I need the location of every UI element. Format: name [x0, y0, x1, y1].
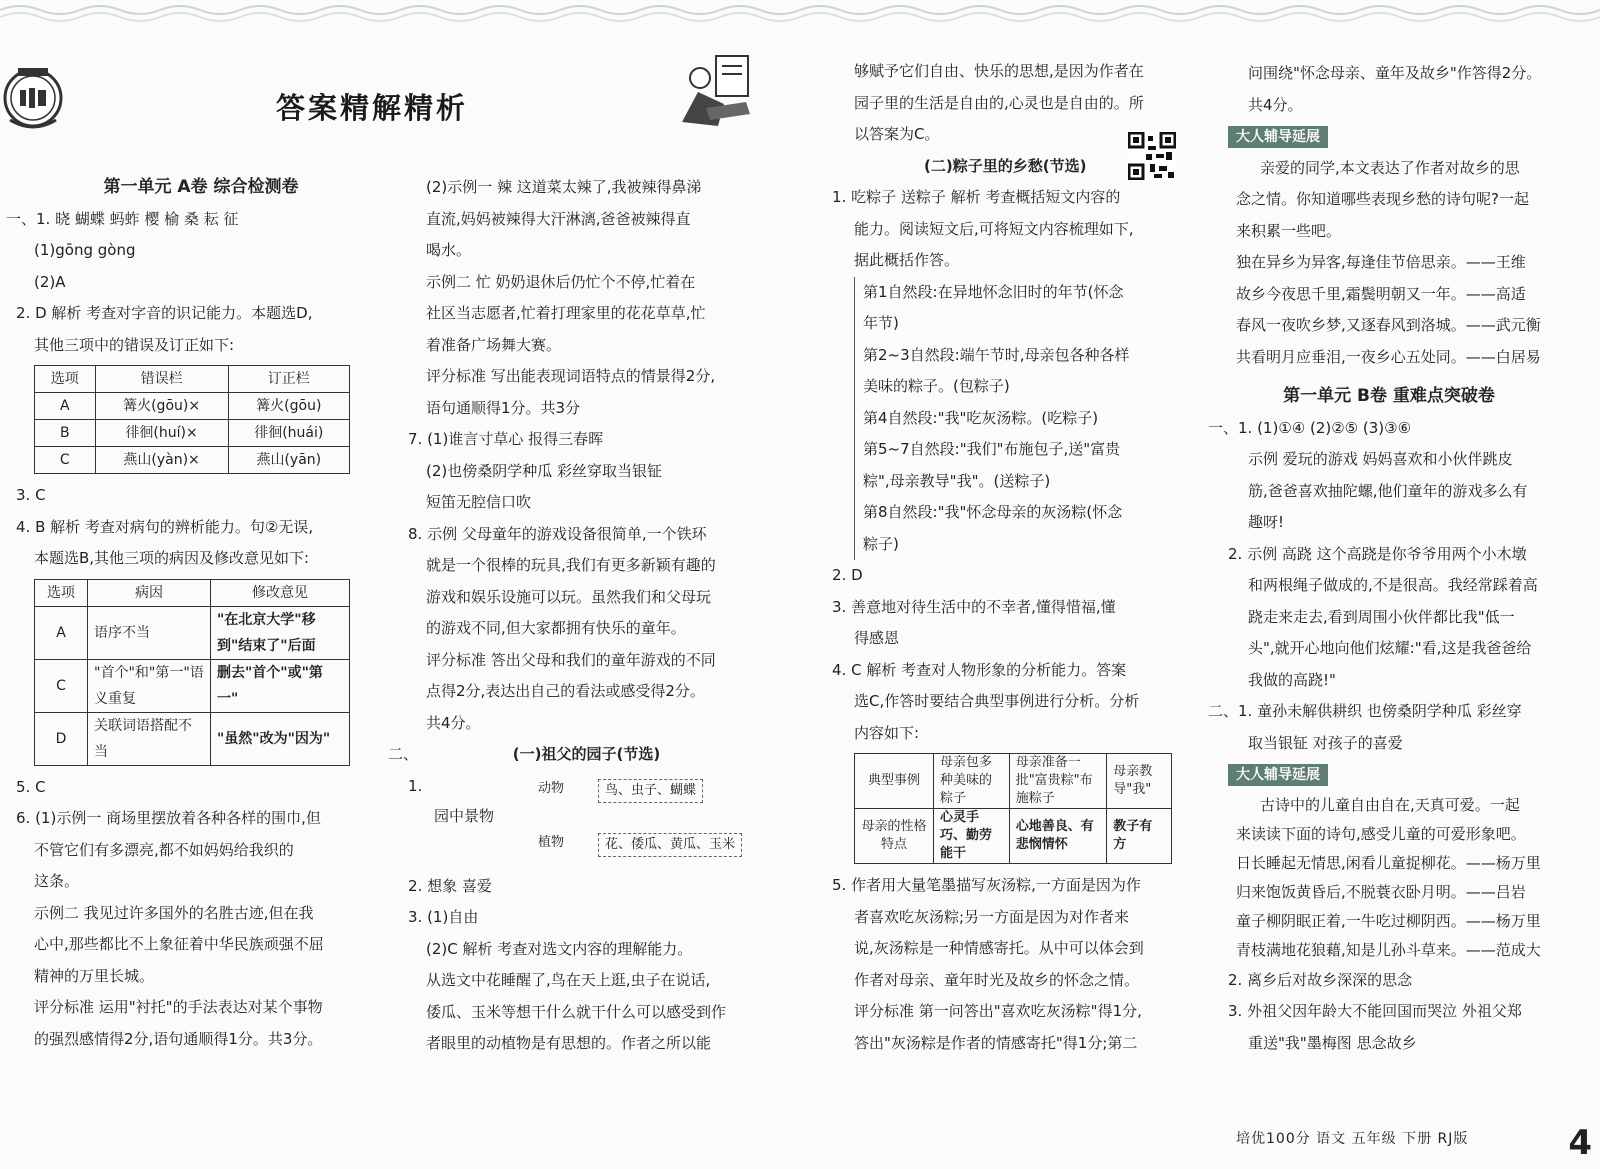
answer-line: 趣呀! — [1248, 513, 1285, 531]
table-header: 错误栏 — [95, 366, 228, 393]
answer-line: 3. 善意地对待生活中的不幸者,懂得惜福,懂 — [832, 597, 1116, 616]
answer-line: 6. (1)示例一 商场里摆放着各种各样的围巾,但 — [16, 809, 321, 827]
answer-line: 示例 爱玩的游戏 妈妈喜欢和小伙伴跳皮 — [1248, 450, 1513, 468]
garden-diagram — [388, 771, 760, 871]
answer-line: 2. 想象 喜爱 — [408, 876, 492, 895]
table-header: 母亲的性格特点 — [855, 809, 934, 864]
answer-line: (2)示例一 辣 这道菜太辣了,我被辣得鼻涕 — [426, 178, 702, 196]
answer-line: 一、1. (1)①④ (2)②⑤ (3)③⑥ — [1208, 418, 1412, 437]
answer-line: 7. (1)谁言寸草心 报得三春晖 — [408, 430, 604, 448]
answer-line: (2)也傍桑阴学种瓜 彩丝穿取当银钲 — [426, 461, 663, 480]
answer-line: 评分标准 第一问答出"喜欢吃灰汤粽"得1分, — [854, 1002, 1142, 1020]
answer-line: 社区当志愿者,忙着打理家里的花花草草,忙 — [426, 304, 706, 322]
answer-line: 点得2分,表达出自己的看法或感受得2分。 — [426, 682, 705, 700]
table-cell: 关联词语搭配不当 — [88, 712, 211, 765]
outline-line: 第1自然段:在异地怀念旧时的年节(怀念 — [863, 282, 1124, 301]
section-row — [388, 739, 760, 771]
answer-line: 问围绕"怀念母亲、童年及故乡"作答得2分。 — [1248, 64, 1542, 82]
poem-line: 归来饱饭黄昏后,不脱蓑衣卧月明。——吕岩 — [1236, 882, 1526, 901]
answer-line: 5. C — [16, 777, 46, 796]
table-cell: 语序不当 — [88, 606, 211, 659]
answer-line: 喝水。 — [426, 241, 472, 259]
outline-line: 年节) — [863, 314, 899, 332]
answer-line: 直流,妈妈被辣得大汗淋漓,爸爸被辣得直 — [426, 209, 691, 228]
outline-line: 粽子) — [863, 534, 899, 553]
diagram-branch: 植物 — [538, 834, 565, 850]
answer-line: 示例二 忙 奶奶退休后仍忙个不停,忙着在 — [426, 272, 696, 291]
table-cell: "首个"和"第一"语义重复 — [88, 659, 211, 712]
page-footer: 培优100分 语文 五年级 下册 RJ版 — [1236, 1131, 1469, 1147]
diagram-root: 园中景物 — [434, 806, 495, 825]
character-table — [854, 753, 1172, 864]
outline-line: 第5~7自然段:"我们"布施包子,送"富贵 — [863, 440, 1121, 458]
table-cell: "虽然"改为"因为" — [211, 712, 350, 765]
answer-line: 一、1. 晓 蝴蝶 蚂蚱 樱 榆 桑 耘 征 — [6, 209, 239, 228]
page-title: 答案精解精析 — [276, 91, 469, 125]
answer-line: 够赋予它们自由、快乐的思想,是因为作者在 — [854, 62, 1144, 80]
answer-line: 着准备广场舞大赛。 — [426, 335, 562, 354]
answer-line: 者眼里的动植物是有思想的。作者之所以能 — [426, 1034, 712, 1052]
answer-line: 据此概括作答。 — [854, 251, 960, 269]
poem-line: 共看明月应垂泪,一夜乡心五处同。——白居易 — [1236, 347, 1541, 366]
answer-line: 其他三项中的错误及订正如下: — [34, 335, 235, 354]
answer-line: 心中,那些都比不上象征着中华民族顽强不屈 — [34, 935, 324, 953]
table-cell: 心灵手巧、勤劳能干 — [934, 809, 1010, 864]
page-number: 4 — [1568, 1123, 1592, 1163]
answer-line: 的强烈感情得2分,语句通顺得1分。共3分。 — [34, 1029, 323, 1048]
diagram-branch: 动物 — [538, 780, 565, 796]
answer-line: 语句通顺得1分。共3分 — [426, 398, 581, 417]
diagram-answer: 鸟、虫子、蝴蝶 — [598, 779, 703, 803]
answer-line: 5. 作者用大量笔墨描写灰汤粽,一方面是因为作 — [832, 876, 1141, 894]
section-heading: 第一单元 A卷 综合检测卷 — [103, 177, 299, 197]
answer-line: (2)C 解析 考查对选文内容的理解能力。 — [426, 939, 693, 958]
table-cell: 母亲准备一批"富贵粽"布施粽子 — [1009, 754, 1107, 809]
student-illustration — [676, 52, 764, 130]
answer-line: 短笛无腔信口吹 — [426, 493, 532, 511]
column-4 — [1208, 58, 1570, 1059]
table-header: 典型事例 — [855, 754, 934, 809]
answer-line: 3. 外祖父因年龄大不能回国而哭泣 外祖父郑 — [1228, 1002, 1522, 1020]
table-cell: 母亲包多种美味的粽子 — [934, 754, 1010, 809]
column-3 — [832, 56, 1177, 1059]
badge-label: 大人辅导延展 — [1228, 126, 1328, 148]
table-header: 选项 — [35, 579, 88, 606]
poem-line: 春风一夜吹乡梦,又逐春风到洛城。——武元衡 — [1236, 316, 1541, 334]
answer-line: 4. B 解析 考查对病句的辨析能力。句②无误, — [16, 517, 314, 536]
section-heading: 第一单元 B卷 重难点突破卷 — [1283, 386, 1495, 406]
table-cell: 徘徊(huí)× — [95, 420, 228, 447]
answer-line: 取当银钲 对孩子的喜爱 — [1248, 733, 1403, 752]
answer-line: 园子里的生活是自由的,心灵也是自由的。所 — [854, 93, 1144, 112]
table-cell: A — [35, 393, 96, 420]
answer-line: 1. 吃粽子 送粽子 解析 考查概括短文内容的 — [832, 188, 1121, 206]
answer-line: 答出"灰汤粽是作者的情感寄托"得1分;第二 — [854, 1033, 1138, 1052]
answer-line: 从选文中花睡醒了,鸟在天上逛,虫子在说话, — [426, 971, 711, 989]
answer-line: 以答案为C。 — [854, 125, 940, 143]
table-cell: "在北京大学"移到"结束了"后面 — [211, 606, 350, 659]
poem-line: 童子柳阴眠正着,一牛吃过柳阴西。——杨万里 — [1236, 911, 1541, 930]
outline-line: 美味的粽子。(包粽子) — [863, 377, 1010, 395]
answer-line: 和两根绳子做成的,不是很高。我经常踩着高 — [1248, 576, 1538, 594]
table-cell: C — [35, 447, 96, 474]
table-cell: 燕山(yàn)× — [95, 447, 228, 474]
table-cell: 篝火(gōu) — [228, 393, 349, 420]
extension-line: 亲爱的同学,本文表达了作者对故乡的思 — [1260, 158, 1520, 177]
tutor-extension-badge — [1208, 121, 1570, 153]
extension-line: 来积累一些吧。 — [1236, 221, 1342, 240]
answer-line: 能力。阅读短文后,可将短文内容梳理如下, — [854, 219, 1134, 238]
table-cell: 篝火(gōu)× — [95, 393, 228, 420]
table-cell: 心地善良、有悲悯情怀 — [1009, 809, 1107, 864]
extension-line: 来读读下面的诗句,感受儿童的可爱形象吧。 — [1236, 824, 1526, 843]
outline-line: 第2~3自然段:端午节时,母亲包各种各样 — [863, 345, 1130, 364]
answer-line: 筋,爸爸喜欢抽陀螺,他们童年的游戏多么有 — [1248, 481, 1528, 500]
answer-line: 3. C — [16, 486, 46, 504]
diagram-answer: 花、倭瓜、黄瓜、玉米 — [598, 833, 742, 857]
answer-line: (2)A — [34, 272, 66, 291]
answer-line: 跷走来走去,看到周围小伙伴都比我"低一 — [1248, 607, 1515, 626]
answer-line: 者喜欢吃灰汤粽;另一方面是因为对作者来 — [854, 907, 1130, 926]
answer-line: 就是一个很棒的玩具,我们有更多新颖有趣的 — [426, 556, 716, 574]
outline-line: 第8自然段:"我"怀念母亲的灰汤粽(怀念 — [863, 503, 1123, 521]
answer-line: 我做的高跷!" — [1248, 670, 1336, 689]
answer-line: 头",就开心地向他们炫耀:"看,这是我爸爸给 — [1248, 639, 1532, 657]
answer-line: 这条。 — [34, 872, 80, 890]
answer-line: 3. (1)自由 — [408, 908, 479, 926]
sentence-error-table — [34, 579, 350, 766]
table-cell: B — [35, 420, 96, 447]
answer-line: 得感恩 — [854, 629, 900, 647]
answer-line: 重送"我"墨梅图 思念故乡 — [1248, 1033, 1417, 1052]
correction-table — [34, 365, 350, 474]
table-header: 病因 — [88, 579, 211, 606]
answer-line: (1)gōng gòng — [34, 241, 136, 259]
answer-line: 评分标准 答出父母和我们的童年游戏的不同 — [426, 650, 716, 669]
answer-line: 评分标准 运用"衬托"的手法表达对某个事物 — [34, 998, 323, 1016]
poem-line: 故乡今夜思千里,霜鬓明朝又一年。——高适 — [1236, 284, 1526, 303]
answer-line: 本题选B,其他三项的病因及修改意见如下: — [34, 549, 310, 567]
answer-line: 示例二 我见过许多国外的名胜古迹,但在我 — [34, 903, 314, 922]
tutor-extension-badge — [1208, 759, 1570, 791]
answer-line: 的游戏不同,但大家都拥有快乐的童年。 — [426, 619, 686, 637]
subsection-title: (二)粽子里的乡愁(节选) — [924, 156, 1087, 175]
table-cell: D — [35, 712, 88, 765]
answer-line: 4. C 解析 考查对人物形象的分析能力。答案 — [832, 660, 1127, 679]
poem-line: 独在异乡为异客,每逢佳节倍思亲。——王维 — [1236, 253, 1526, 271]
outline-line: 粽",母亲教导"我"。(送粽子) — [863, 471, 1051, 490]
answer-line: 共4分。 — [1248, 95, 1303, 114]
table-header: 修改意见 — [211, 579, 350, 606]
table-cell: 教子有方 — [1107, 809, 1172, 864]
answer-line: 评分标准 写出能表现词语特点的情景得2分, — [426, 367, 716, 385]
publisher-logo — [2, 62, 64, 132]
answer-line: 共4分。 — [426, 713, 481, 732]
top-wave-border — [0, 0, 1600, 26]
badge-label: 大人辅导延展 — [1228, 764, 1328, 786]
table-cell: A — [35, 606, 88, 659]
answer-line: 8. 示例 父母童年的游戏设备很简单,一个铁环 — [408, 524, 707, 543]
answer-line: 2. D 解析 考查对字音的识记能力。本题选D, — [16, 304, 313, 322]
extension-line: 念之情。你知道哪些表现乡愁的诗句呢?一起 — [1236, 190, 1529, 208]
answer-line: 不管它们有多漂亮,都不如妈妈给我织的 — [34, 840, 294, 859]
outline-line: 第4自然段:"我"吃灰汤粽。(吃粽子) — [863, 408, 1099, 427]
column-2 — [388, 172, 760, 1060]
table-header: 订正栏 — [228, 366, 349, 393]
answer-line: 二、1. 童孙未解供耕织 也傍桑阴学种瓜 彩丝穿 — [1208, 702, 1522, 720]
table-cell: 徘徊(huái) — [228, 420, 349, 447]
paragraph-outline — [854, 277, 1177, 561]
table-cell: 删去"首个"或"第一" — [211, 659, 350, 712]
table-header: 选项 — [35, 366, 96, 393]
column-1 — [6, 172, 356, 1055]
answer-line: 说,灰汤粽是一种情感寄托。从中可以体会到 — [854, 939, 1144, 957]
poem-line: 日长睡起无情思,闲看儿童捉柳花。——杨万里 — [1236, 853, 1541, 872]
answer-line: 选C,作答时要结合典型事例进行分析。分析 — [854, 692, 1140, 710]
answer-line: 2. D — [832, 566, 863, 584]
answer-line: 倭瓜、玉米等想干什么就干什么可以感受到作 — [426, 1002, 727, 1021]
subsection-title: (一)祖父的园子(节选) — [512, 745, 661, 763]
extension-line: 古诗中的儿童自由自在,天真可爱。一起 — [1260, 795, 1520, 814]
answer-line: 游戏和娱乐设施可以玩。虽然我们和父母玩 — [426, 587, 712, 606]
table-cell: C — [35, 659, 88, 712]
question-number: 1. — [408, 776, 423, 795]
answer-line: 作者对母亲、童年时光及故乡的怀念之情。 — [854, 970, 1140, 989]
answer-line: 内容如下: — [854, 723, 920, 742]
poem-line: 青枝满地花狼藉,知是儿孙斗草来。——范成大 — [1236, 940, 1541, 959]
table-cell: 燕山(yān) — [228, 447, 349, 474]
answer-line: 2. 示例 高跷 这个高跷是你爷爷用两个小木墩 — [1228, 544, 1527, 563]
table-cell: 母亲教导"我" — [1107, 754, 1172, 809]
answer-line: 2. 离乡后对故乡深深的思念 — [1228, 970, 1413, 989]
answer-line: 精神的万里长城。 — [34, 966, 155, 985]
section-number: 二、 — [388, 745, 419, 763]
